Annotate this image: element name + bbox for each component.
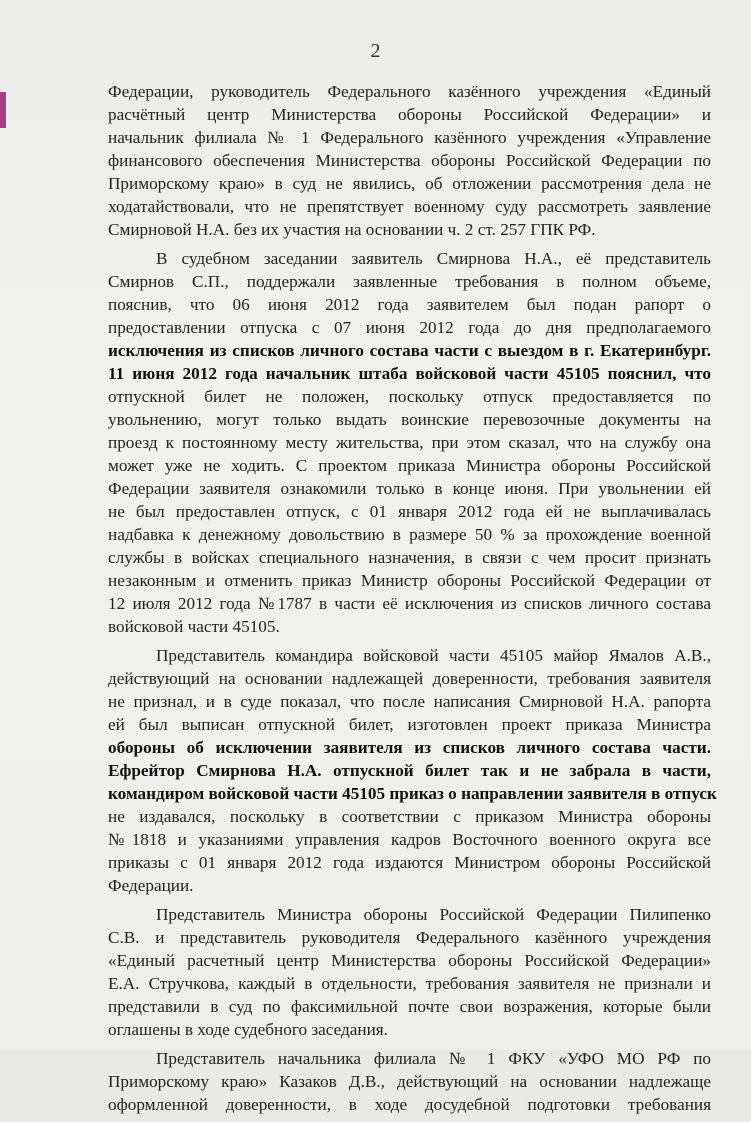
text-line: исключения из списков личного состава части с выездом в г. Екатеринбург. [108, 341, 711, 360]
page-number: 2 [370, 40, 381, 62]
text-line: отпускной билет не положен, поскольку отпуск предоставляется по [108, 387, 711, 406]
text-line: увольнению, могут только выдать воинские перевозочные документы на [108, 410, 711, 429]
text-line: не был предоставлен отпуск, с 01 января 2012 года ей не выплачивалась [108, 502, 711, 521]
text-line: Приморскому краю» Казаков Д.В., действующий на основании надлежаще [108, 1072, 711, 1091]
text-line: Представитель Министра обороны Российской Федерации Пилипенко [156, 905, 711, 924]
paragraph-2 [108, 247, 711, 638]
text-line: надбавка к денежному довольствию в размере 50 % за прохождение военной [108, 525, 711, 544]
text-line: оглашены в ходе судебного заседания. [108, 1020, 388, 1039]
text-line: Е.А. Стручкова, каждый в отдельности, требования заявителя не признали и [108, 974, 711, 993]
text-line: представили в суд по факсимильной почте свои возражения, которые были [108, 997, 711, 1016]
text-line: Ефрейтор Смирнова Н.А. отпускной билет так и не забрала в части, [108, 761, 711, 780]
text-line: расчётный центр Министерства обороны Российской Федерации» и [108, 105, 711, 124]
text-line: не признал, и в суде показал, что после написания Смирновой Н.А. рапорта [108, 692, 711, 711]
text-line: 12 июля 2012 года №1787 в части её исключения из списков личного состава [108, 594, 711, 613]
text-line: войсковой части 45105. [108, 617, 280, 636]
paragraph-3 [108, 644, 717, 897]
text-line: проезд к постоянному месту жительства, при этом сказал, что на службу она [108, 433, 711, 452]
text-line: незаконным и отменить приказ Министр обороны Российской Федерации от [108, 571, 711, 590]
text-line: обороны об исключении заявителя из списков личного состава части. [108, 738, 711, 757]
text-line: Федерации. [108, 876, 194, 895]
text-line: Смирновой Н.А. без их участия на основании ч. 2 ст. 257 ГПК РФ. [108, 220, 596, 239]
text-line: пояснив, что 06 июня 2012 года заявителем был подан рапорт о [108, 295, 711, 314]
text-line: Представитель начальника филиала № 1 ФКУ «УФО МО РФ по [156, 1049, 711, 1068]
text-line: Смирнов С.П., поддержали заявленные требования в полном объеме, [108, 272, 711, 291]
paragraph-5 [108, 1047, 711, 1116]
text-line: Федерации заявителя ознакомили только в конце июня. При увольнении ей [108, 479, 711, 498]
text-line: начальник филиала № 1 Федерального казённого учреждения «Управление [108, 128, 711, 147]
text-line: действующий на основании надлежащей доверенности, требования заявителя [108, 669, 711, 688]
edge-mark [0, 92, 6, 128]
text-line: «Единый расчетный центр Министерства обороны Российской Федерации» [108, 951, 711, 970]
text-line: оформленной доверенности, в ходе досудебной подготовки требования [108, 1095, 711, 1114]
text-line: Представитель командира войсковой части 45105 майор Ямалов А.В., [156, 646, 711, 665]
text-line: №1818 и указаниями управления кадров Восточного военного округа все [108, 830, 711, 849]
text-line: ей был выписан отпускной билет, изготовлен проект приказа Министра [108, 715, 711, 734]
text-line: может уже не ходить. С проектом приказа Министра обороны Российской [108, 456, 711, 475]
text-line: Приморскому краю» в суд не явились, об отложении рассмотрения дела не [108, 174, 711, 193]
text-line: ходатайствовали, что не препятствует военному суду рассмотреть заявление [108, 197, 711, 216]
document-body [108, 80, 717, 1122]
text-line: предоставлении отпуска с 07 июня 2012 года до дня предполагаемого [108, 318, 711, 337]
paragraph-4 [108, 903, 711, 1041]
text-line: Федерации, руководитель Федерального казённого учреждения «Единый [108, 82, 711, 101]
text-line: В судебном заседании заявитель Смирнова Н.А., её представитель [156, 249, 711, 268]
text-line: командиром войсковой части 45105 приказ о направлении заявителя в отпуск [108, 784, 717, 803]
text-line: приказы с 01 января 2012 года издаются Министром обороны Российской [108, 853, 711, 872]
paragraph-1 [108, 80, 711, 241]
text-line: финансового обеспечения Министерства обороны Российской Федерации по [108, 151, 711, 170]
text-line: С.В. и представитель руководителя Федерального казённого учреждения [108, 928, 711, 947]
text-line: службы в войсках специального назначения, в связи с чем просит признать [108, 548, 711, 567]
text-line: 11 июня 2012 года начальник штаба войсковой части 45105 пояснил, что [108, 364, 711, 383]
text-line: не издавался, поскольку в соответствии с приказом Министра обороны [108, 807, 711, 826]
